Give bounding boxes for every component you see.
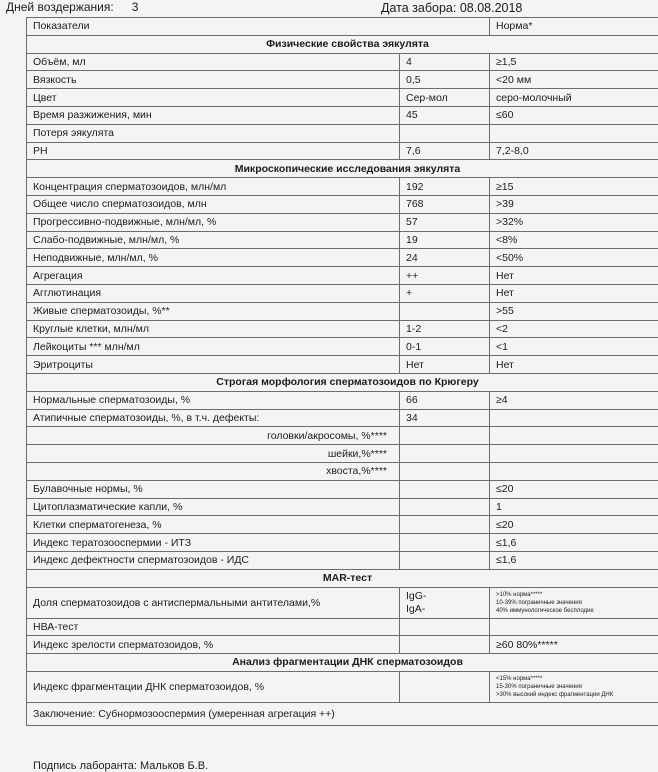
- cell-norm: ≥15: [490, 178, 658, 196]
- cell-value: 57: [400, 213, 490, 231]
- cell-name: Цвет: [27, 89, 400, 107]
- cell-norm: <50%: [490, 249, 658, 267]
- cell-value: ++: [400, 267, 490, 285]
- cell-norm: <8%: [490, 231, 658, 249]
- table-row: [27, 409, 658, 427]
- cell-name: Лейкоциты *** млн/мл: [27, 338, 400, 356]
- table-row: [27, 71, 658, 89]
- mar-values: [400, 587, 490, 618]
- table-header-row: [27, 18, 658, 36]
- cell-value: +: [400, 284, 490, 302]
- section-row: [27, 569, 658, 587]
- cell-norm: ≤20: [490, 516, 658, 534]
- cell-norm: >32%: [490, 213, 658, 231]
- cell-name: PH: [27, 142, 400, 160]
- table-row: [27, 231, 658, 249]
- conclusion-row: [27, 702, 658, 725]
- table-row: [27, 516, 658, 534]
- cell-norm: ≥4: [490, 391, 658, 409]
- cell-norm: ≤20: [490, 480, 658, 498]
- cell-norm: 1: [490, 498, 658, 516]
- dna-norm-line: <15% норма*****: [496, 675, 658, 683]
- cell-norm: ≤1,6: [490, 551, 658, 569]
- table-row: [27, 195, 658, 213]
- cell-norm: ≤60: [490, 106, 658, 124]
- cell-norm: <20 мм: [490, 71, 658, 89]
- dna-norm-line: >30% высокий индекс фрагментации ДНК: [496, 691, 658, 699]
- table-row: [27, 356, 658, 374]
- indicator-header: Показатели: [27, 18, 490, 36]
- table-row: [27, 551, 658, 569]
- collection-date-value: 08.08.2018: [460, 1, 523, 15]
- cell-value: Нет: [400, 356, 490, 374]
- table-row: [27, 267, 658, 285]
- cell-value: 1-2: [400, 320, 490, 338]
- table-row: [27, 213, 658, 231]
- morphology-section: [27, 391, 658, 569]
- cell-norm: ≥1,5: [490, 53, 658, 71]
- iga-value: IgA-: [406, 603, 489, 616]
- cell-norm: [490, 445, 658, 463]
- mar-norm-line: >10% норма*****: [496, 591, 658, 599]
- cell-name: Нормальные сперматозоиды, %: [27, 391, 400, 409]
- cell-value: [400, 302, 490, 320]
- dna-row-name: Индекс фрагментации ДНК сперматозоидов, %: [27, 671, 400, 702]
- mar-norm: [490, 587, 658, 618]
- table-row: [27, 618, 658, 636]
- abstinence-value: 3: [132, 0, 139, 14]
- cell-value: 7,6: [400, 142, 490, 160]
- mar-norm-line: 40% иммунологическое бесплодие: [496, 607, 658, 615]
- cell-name: Атипичные сперматозоиды, %, в т.ч. дефекты:: [27, 409, 400, 427]
- cell-norm: ≤1,6: [490, 534, 658, 552]
- table-row: [27, 587, 658, 618]
- maturity-norm: ≥60 80%*****: [490, 636, 658, 654]
- cell-value: 0,5: [400, 71, 490, 89]
- cell-name: Булавочные нормы, %: [27, 480, 400, 498]
- igg-value: IgG-: [406, 590, 489, 603]
- cell-name: Агглютинация: [27, 284, 400, 302]
- cell-value: 0-1: [400, 338, 490, 356]
- cell-norm: Нет: [490, 284, 658, 302]
- physical-section: [27, 53, 658, 160]
- morphology-section-title: Строгая морфология сперматозоидов по Крюгеру: [27, 373, 658, 391]
- cell-norm: [490, 124, 658, 142]
- table-row: [27, 391, 658, 409]
- table-row: [27, 462, 658, 480]
- dna-norm-line: 15-30% пограничные значения: [496, 683, 658, 691]
- cell-name: Эритроциты: [27, 356, 400, 374]
- section-row: [27, 35, 658, 53]
- hba-label: НВА-тест: [27, 618, 400, 636]
- mar-row-name: Доля сперматозоидов с антиспермальными антителами,%: [27, 587, 400, 618]
- table-row: [27, 338, 658, 356]
- cell-value: 19: [400, 231, 490, 249]
- signature-name: Мальков Б.В.: [140, 760, 208, 772]
- table-row: [27, 636, 658, 654]
- cell-value: [400, 124, 490, 142]
- footer-signature: [33, 760, 208, 772]
- dna-norm: [490, 671, 658, 702]
- cell-name: хвоста,%****: [27, 462, 400, 480]
- cell-norm: Нет: [490, 267, 658, 285]
- cell-name: Потеря эякулята: [27, 124, 400, 142]
- table-row: [27, 302, 658, 320]
- cell-value: [400, 516, 490, 534]
- cell-value: 66: [400, 391, 490, 409]
- cell-value: 4: [400, 53, 490, 71]
- norm-header: Норма*: [490, 18, 658, 36]
- abstinence-label: Дней воздержания:: [6, 0, 114, 14]
- table-row: [27, 480, 658, 498]
- cell-norm: серо-молочный: [490, 89, 658, 107]
- cell-name: Прогрессивно-подвижные, млн/мл, %: [27, 213, 400, 231]
- cell-name: Агрегация: [27, 267, 400, 285]
- conclusion: Заключение: Субнормозооспермия (умеренная агрегация ++): [27, 702, 658, 725]
- semen-analysis-table: [26, 17, 658, 726]
- cell-name: Круглые клетки, млн/мл: [27, 320, 400, 338]
- table-row: [27, 53, 658, 71]
- cell-name: Вязкость: [27, 71, 400, 89]
- cell-value: [400, 427, 490, 445]
- cell-value: 192: [400, 178, 490, 196]
- cell-norm: [490, 462, 658, 480]
- cell-norm: <2: [490, 320, 658, 338]
- cell-norm: <1: [490, 338, 658, 356]
- cell-name: Живые сперматозоиды, %**: [27, 302, 400, 320]
- cell-value: 768: [400, 195, 490, 213]
- mar-norm-line: 10-39% пограничные значения: [496, 599, 658, 607]
- section-row: [27, 654, 658, 672]
- table-row: [27, 284, 658, 302]
- cell-value: [400, 462, 490, 480]
- cell-name: головки/акросомы, %****: [27, 427, 400, 445]
- cell-norm: >55: [490, 302, 658, 320]
- table-row: [27, 178, 658, 196]
- collection-date-label: Дата забора:: [381, 1, 456, 15]
- table-row: [27, 320, 658, 338]
- dna-section-title: Анализ фрагментации ДНК сперматозоидов: [27, 654, 658, 672]
- cell-name: Неподвижные, млн/мл, %: [27, 249, 400, 267]
- cell-name: Объём, мл: [27, 53, 400, 71]
- collection-date: [381, 1, 522, 15]
- section-row: [27, 373, 658, 391]
- table-row: [27, 427, 658, 445]
- table-row: [27, 124, 658, 142]
- cell-name: Слабо-подвижные, млн/мл, %: [27, 231, 400, 249]
- cell-value: 45: [400, 106, 490, 124]
- cell-value: Сер-мол: [400, 89, 490, 107]
- cell-value: 24: [400, 249, 490, 267]
- cell-name: Индекс дефектности сперматозоидов - ИДС: [27, 551, 400, 569]
- mar-section-title: MAR-тест: [27, 569, 658, 587]
- cell-value: [400, 498, 490, 516]
- cell-norm: Нет: [490, 356, 658, 374]
- table-row: [27, 671, 658, 702]
- cell-norm: [490, 409, 658, 427]
- cell-name: шейки,%****: [27, 445, 400, 463]
- table-row: [27, 445, 658, 463]
- cell-value: [400, 534, 490, 552]
- table-row: [27, 106, 658, 124]
- abstinence-days: [6, 0, 138, 14]
- cell-name: Индекс тератозооспермии - ИТЗ: [27, 534, 400, 552]
- maturity-name: Индекс зрелости сперматозоидов, %: [27, 636, 400, 654]
- cell-value: 34: [400, 409, 490, 427]
- table-row: [27, 142, 658, 160]
- physical-section-title: Физические свойства эякулята: [27, 35, 658, 53]
- microscopic-section: [27, 178, 658, 374]
- cell-name: Общее число сперматозоидов, млн: [27, 195, 400, 213]
- table-row: [27, 89, 658, 107]
- cell-norm: >39: [490, 195, 658, 213]
- cell-value: [400, 480, 490, 498]
- cell-name: Время разжижения, мин: [27, 106, 400, 124]
- cell-name: Концентрация сперматозоидов, млн/мл: [27, 178, 400, 196]
- cell-norm: [490, 427, 658, 445]
- cell-value: [400, 445, 490, 463]
- table-row: [27, 249, 658, 267]
- microscopic-section-title: Микроскопические исследования эякулята: [27, 160, 658, 178]
- cell-name: Цитоплазматические капли, %: [27, 498, 400, 516]
- cell-name: Клетки сперматогенеза, %: [27, 516, 400, 534]
- table-row: [27, 498, 658, 516]
- section-row: [27, 160, 658, 178]
- cell-norm: 7,2-8,0: [490, 142, 658, 160]
- table-row: [27, 534, 658, 552]
- cell-value: [400, 551, 490, 569]
- signature-label: Подпись лаборанта:: [33, 760, 137, 772]
